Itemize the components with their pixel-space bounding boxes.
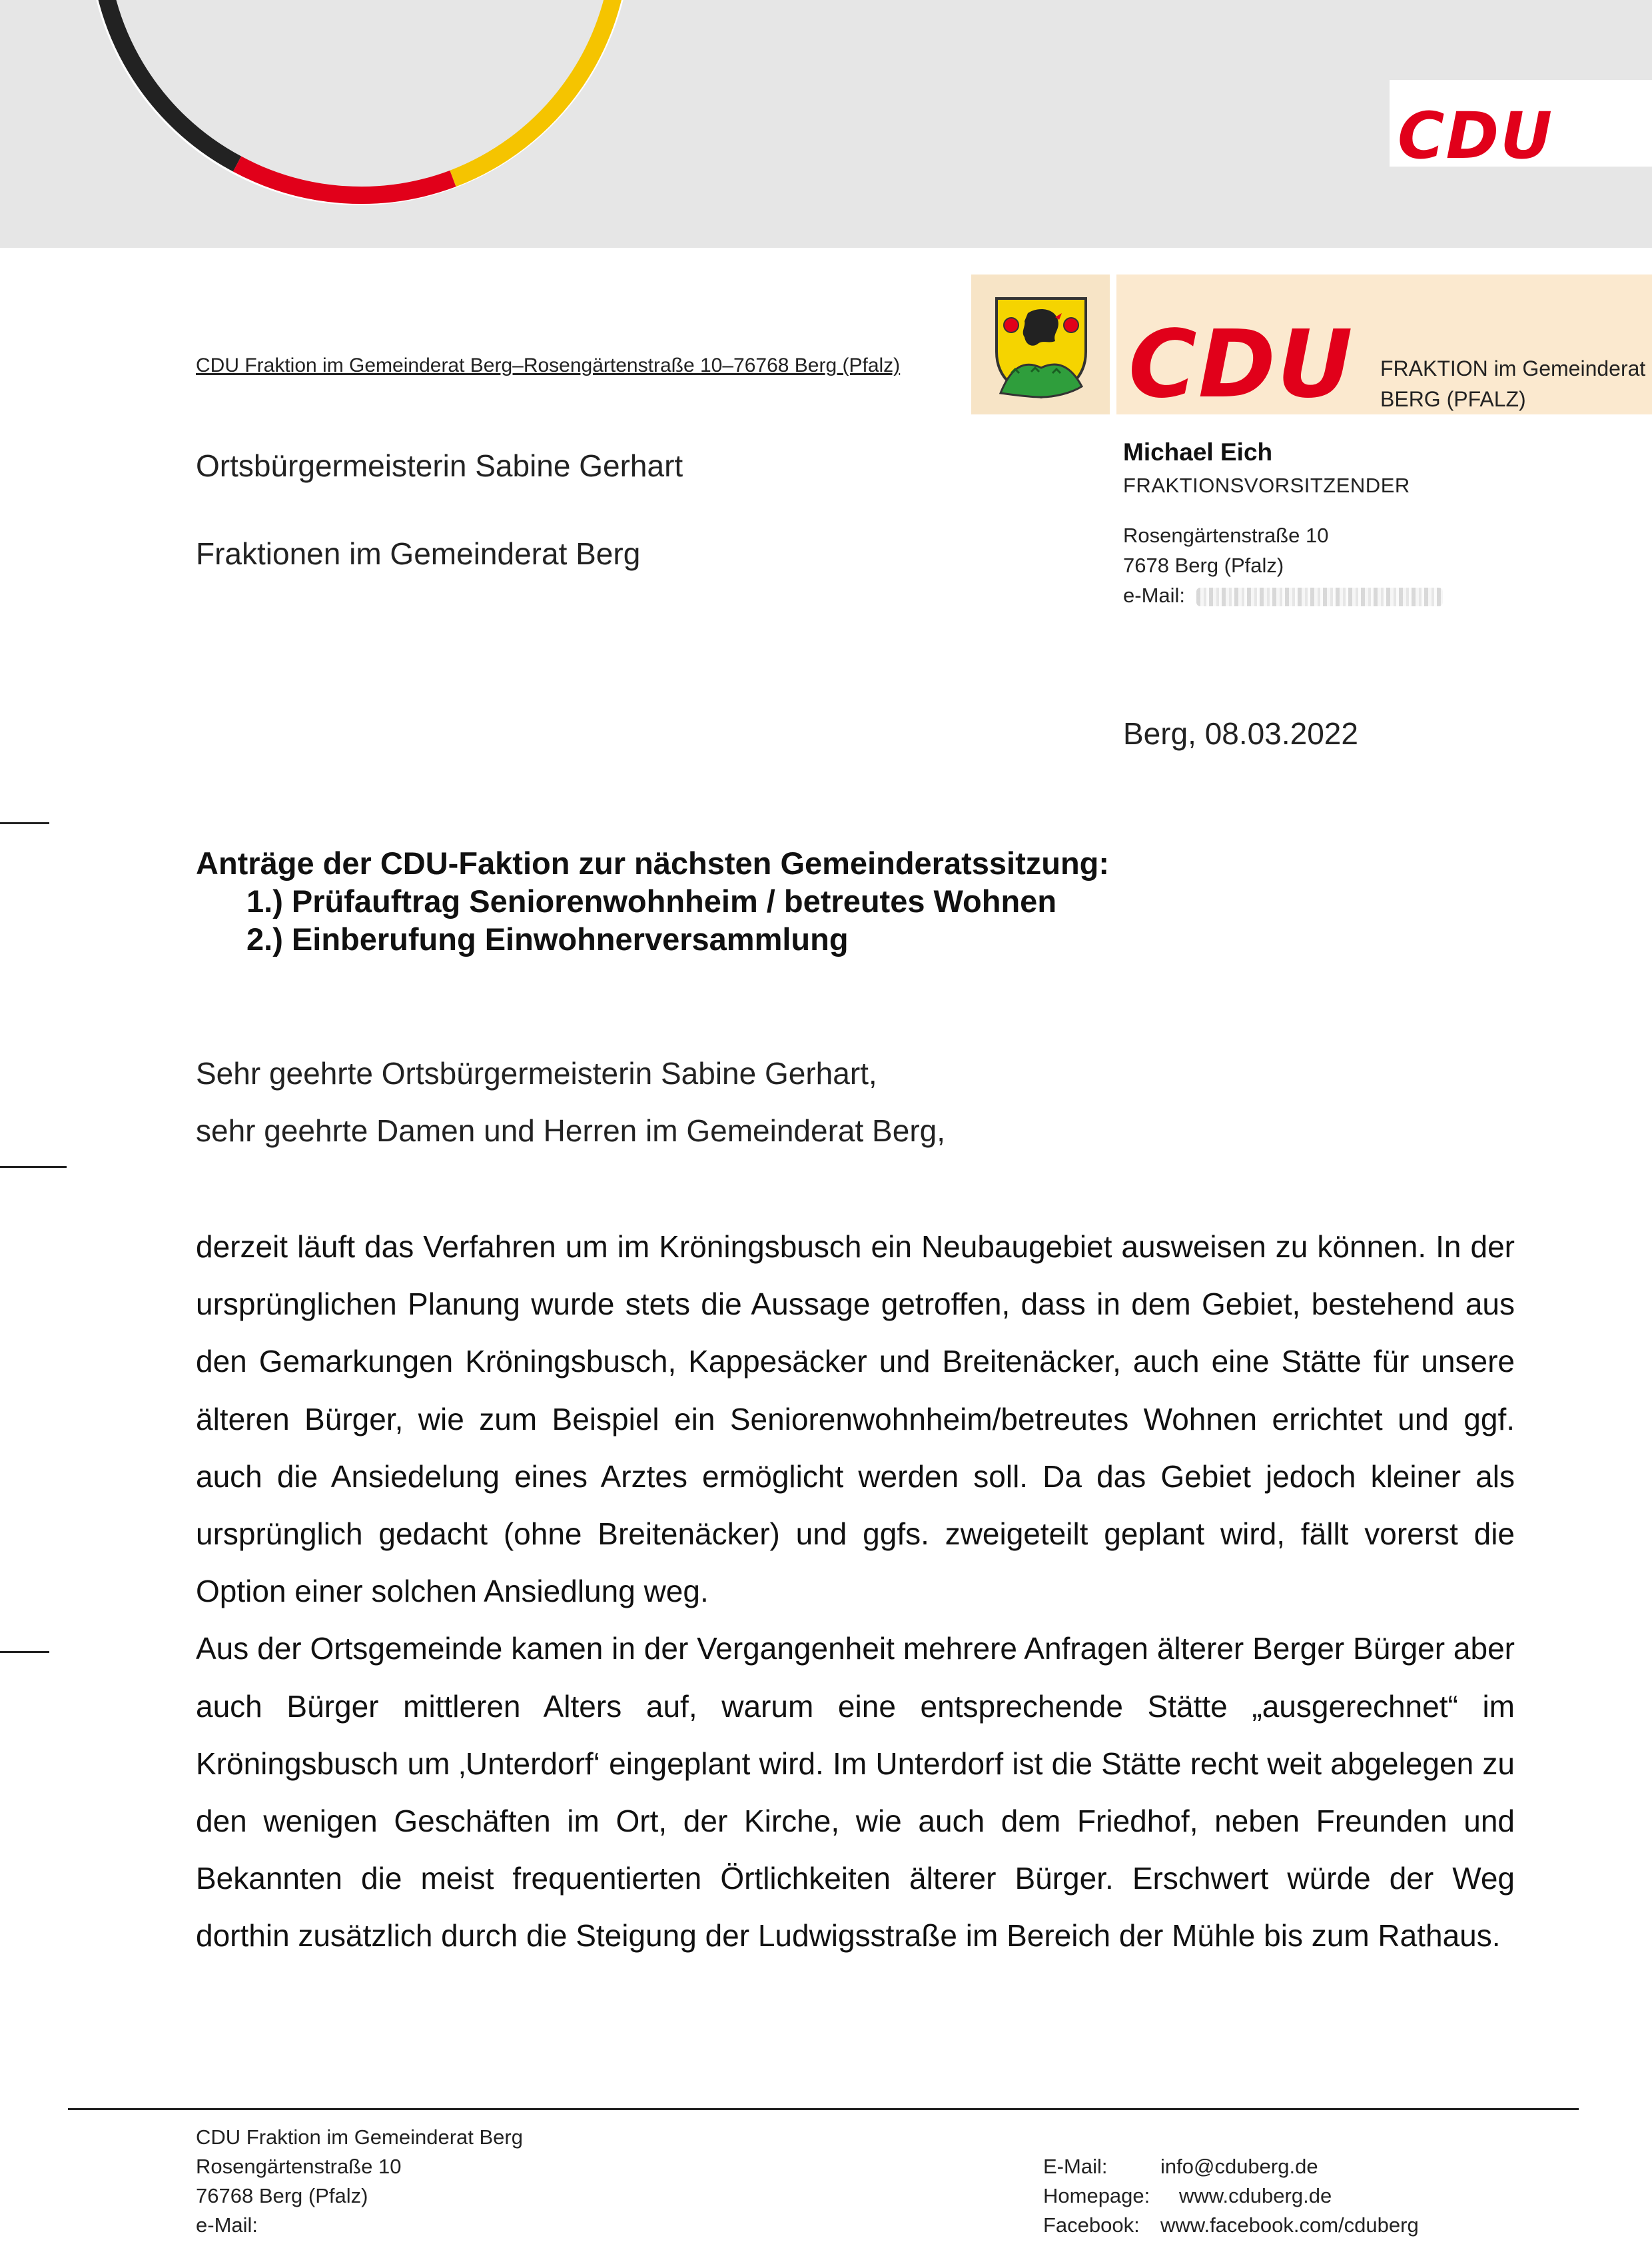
subject-line-2: 1.) Prüfauftrag Seniorenwohnheim / betreutes Wohnen [246,883,1057,919]
footer-divider [68,2108,1579,2110]
footer-homepage-link[interactable]: www.cduberg.de [1179,2184,1332,2207]
body-paragraph-1: derzeit läuft das Verfahren um im Kröningsbusch ein Neubaugebiet ausweisen zu können. In der ursprünglichen Planung wurde stets die Aussage getroffen, dass in dem Gebiet, bestehend aus den Gemarkungen Kröningsbusch, Kappesäcker und Breitenäcker, auch eine Stätte für unsere älteren Bürger, wie zum Beispiel ein Seniorenwohnheim/betreutes Wohnen errichtet und ggf. auch die Ansiedelung eines Arztes ermöglicht werden soll. Da das Gebiet jedoch kleiner als ursprünglich gedacht (ohne Breitenäcker) und ggfs. zweigeteilt geplant wird, fällt vorerst die Option einer solchen Ansiedlung weg. [196,1229,1515,1609]
recipient-line-2: Fraktionen im Gemeinderat Berg [196,536,641,571]
redacted-email [1196,588,1443,606]
footer-email-label-left: e-Mail: [196,2213,258,2237]
footer-org: CDU Fraktion im Gemeinderat Berg [196,2125,523,2149]
footer-homepage-label: Homepage: [1043,2184,1150,2207]
footer-facebook-label: Facebook: [1043,2213,1140,2237]
color-arc-graphic [80,0,639,213]
fold-mark-3 [0,1651,49,1653]
sender-address-line: CDU Fraktion im Gemeinderat Berg–Rosengärtenstraße 10–76768 Berg (Pfalz) [196,354,901,376]
recipient-line-1: Ortsbürgermeisterin Sabine Gerhart [196,448,683,483]
footer-facebook-link[interactable]: www.facebook.com/cduberg [1160,2213,1419,2237]
cdu-logo-top: CDU [1398,99,1554,173]
letter-date: Berg, 08.03.2022 [1123,716,1358,751]
chairman-email-label: e-Mail: [1123,584,1186,607]
fraktion-line-1: FRAKTION im Gemeinderat [1380,356,1646,380]
subject-line-3: 2.) Einberufung Einwohnerversammlung [246,921,849,957]
footer-email-label: E-Mail: [1043,2155,1108,2178]
footer-email-link[interactable]: info@cduberg.de [1160,2155,1318,2178]
chairman-city: 7678 Berg (Pfalz) [1123,554,1284,577]
cdu-logo-fraktion: CDU [1128,310,1354,419]
chairman-name: Michael Eich [1123,438,1273,466]
fraktion-line-2: BERG (PFALZ) [1380,387,1526,411]
chairman-title: FRAKTIONSVORSITZENDER [1123,474,1410,497]
footer-street: Rosengärtenstraße 10 [196,2155,402,2178]
fold-mark-2 [0,1166,67,1168]
body-paragraph-2: Aus der Ortsgemeinde kamen in der Vergangenheit mehrere Anfragen älterer Berger Bürger aber auch Bürger mittleren Alters auf, warum eine entsprechende Stätte „ausgerechnet“ im Kröningsbusch um ‚Unterdorf‘ eingeplant wird. Im Unterdorf ist die Stätte recht weit abgelegen zu den wenigen Geschäften im Ort, der Kirche, wie auch dem Friedhof, neben Freunden und Bekannten die meist frequentierten Örtlichkeiten älterer Bürger. Erschwert würde der Weg dorthin zusätzlich durch die Steigung der Ludwigsstraße im Bereich der Mühle bis zum Rathaus. [196,1631,1515,1954]
salutation-line-2: sehr geehrte Damen und Herren im Gemeinderat Berg, [196,1113,946,1148]
fold-mark-1 [0,822,49,824]
footer-city: 76768 Berg (Pfalz) [196,2184,368,2207]
salutation-line-1: Sehr geehrte Ortsbürgermeisterin Sabine Gerhart, [196,1056,877,1091]
fraktion-label [1380,353,1645,414]
chairman-street: Rosengärtenstraße 10 [1123,524,1329,547]
letter-body [196,1218,1515,1965]
coat-of-arms-icon [991,293,1091,400]
subject-line-1: Anträge der CDU-Faktion zur nächsten Gemeinderatssitzung: [196,845,1110,881]
